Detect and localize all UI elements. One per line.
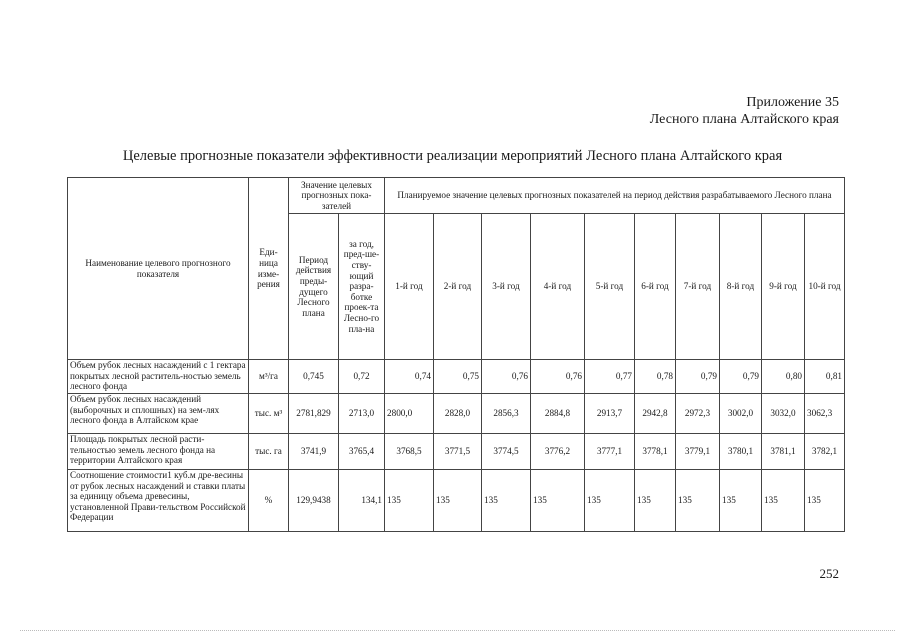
value-year-1: 3768,5 [385,434,434,470]
scan-artifact-divider [20,630,895,632]
value-year-3: 2856,3 [482,394,531,434]
value-year-8: 135 [720,470,762,532]
value-year-9: 0,80 [762,360,805,394]
value-year-7: 135 [676,470,720,532]
value-year-7: 0,79 [676,360,720,394]
value-year-5: 0,77 [585,360,635,394]
header-year-7: 7-й год [676,214,720,360]
value-year-4: 3776,2 [531,434,585,470]
value-year-4: 0,76 [531,360,585,394]
indicator-name: Площадь покрытых лесной расти-тельностью земель лесного фонда на территории Алтайского края [68,434,249,470]
header-year-6: 6-й год [635,214,676,360]
value-year-1: 135 [385,470,434,532]
appendix-source: Лесного плана Алтайского края [649,112,839,127]
indicator-unit: тыс. м³ [249,394,289,434]
value-year-8: 3780,1 [720,434,762,470]
appendix-number: Приложение 35 [746,95,839,110]
value-year-1: 0,74 [385,360,434,394]
header-year-3: 3-й год [482,214,531,360]
value-year-6: 0,78 [635,360,676,394]
value-previous-period: 3741,9 [289,434,339,470]
header-planned-group: Планируемое значение целевых прогнозных показателей на период действия разрабатываемого Лесного плана [385,178,845,214]
value-year-2: 0,75 [434,360,482,394]
indicator-unit: м³/га [249,360,289,394]
table-header-row [68,178,845,214]
value-year-2: 135 [434,470,482,532]
value-previous-period: 2781,829 [289,394,339,434]
header-values-group: Значение целевых прогнозных пока-зателей [289,178,385,214]
header-year-2: 2-й год [434,214,482,360]
header-year-10: 10-й год [805,214,845,360]
value-year-10: 3062,3 [805,394,845,434]
value-year-6: 135 [635,470,676,532]
appendix-header [650,94,839,128]
indicator-name: Соотношение стоимости1 куб.м дре-весины от рубок лесных насаждений и ставки платы за единицу объема древесины, установленной Прави-тельством Российской Федерации [68,470,249,532]
header-year-8: 8-й год [720,214,762,360]
header-year-4: 4-й год [531,214,585,360]
table-row [68,360,845,394]
value-year-8: 0,79 [720,360,762,394]
value-year-4: 135 [531,470,585,532]
value-year-4: 2884,8 [531,394,585,434]
value-year-10: 135 [805,470,845,532]
value-year-8: 3002,0 [720,394,762,434]
value-year-3: 3774,5 [482,434,531,470]
value-year-3: 0,76 [482,360,531,394]
value-year-9: 3781,1 [762,434,805,470]
value-year-9: 135 [762,470,805,532]
value-last-year: 3765,4 [339,434,385,470]
value-year-2: 2828,0 [434,394,482,434]
value-last-year: 134,1 [339,470,385,532]
header-indicator-name: Наименование целевого прогнозного показателя [68,178,249,360]
header-year-9: 9-й год [762,214,805,360]
header-previous-period: Период действия преды-дущего Лесного плана [289,214,339,360]
value-year-10: 3782,1 [805,434,845,470]
table-row [68,470,845,532]
indicator-name: Объем рубок лесных насаждений с 1 гектара покрытых лесной раститель-ностью земель лесного фонда [68,360,249,394]
value-year-3: 135 [482,470,531,532]
indicator-name: Объем рубок лесных насаждений (выборочных и сплошных) на зем-лях лесного фонда в Алтайском крае [68,394,249,434]
value-year-10: 0,81 [805,360,845,394]
indicators-table [67,177,845,532]
value-year-9: 3032,0 [762,394,805,434]
value-last-year: 0,72 [339,360,385,394]
document-title: Целевые прогнозные показатели эффективности реализации мероприятий Лесного плана Алтайского края [122,148,783,164]
value-year-7: 3779,1 [676,434,720,470]
value-last-year: 2713,0 [339,394,385,434]
value-year-7: 2972,3 [676,394,720,434]
value-year-5: 135 [585,470,635,532]
indicator-unit: % [249,470,289,532]
value-year-6: 3778,1 [635,434,676,470]
value-year-5: 2913,7 [585,394,635,434]
indicator-unit: тыс. га [249,434,289,470]
header-year-5: 5-й год [585,214,635,360]
value-year-6: 2942,8 [635,394,676,434]
header-year-1: 1-й год [385,214,434,360]
value-previous-period: 0,745 [289,360,339,394]
value-previous-period: 129,9438 [289,470,339,532]
page-number: 252 [819,566,839,581]
value-year-5: 3777,1 [585,434,635,470]
header-last-year: за год, пред-ше-ству-ющий разра-ботке проек-та Лесно-го пла-на [339,214,385,360]
value-year-2: 3771,5 [434,434,482,470]
header-unit: Еди-ница изме-рения [249,178,289,360]
value-year-1: 2800,0 [385,394,434,434]
table-row [68,434,845,470]
table-row [68,394,845,434]
